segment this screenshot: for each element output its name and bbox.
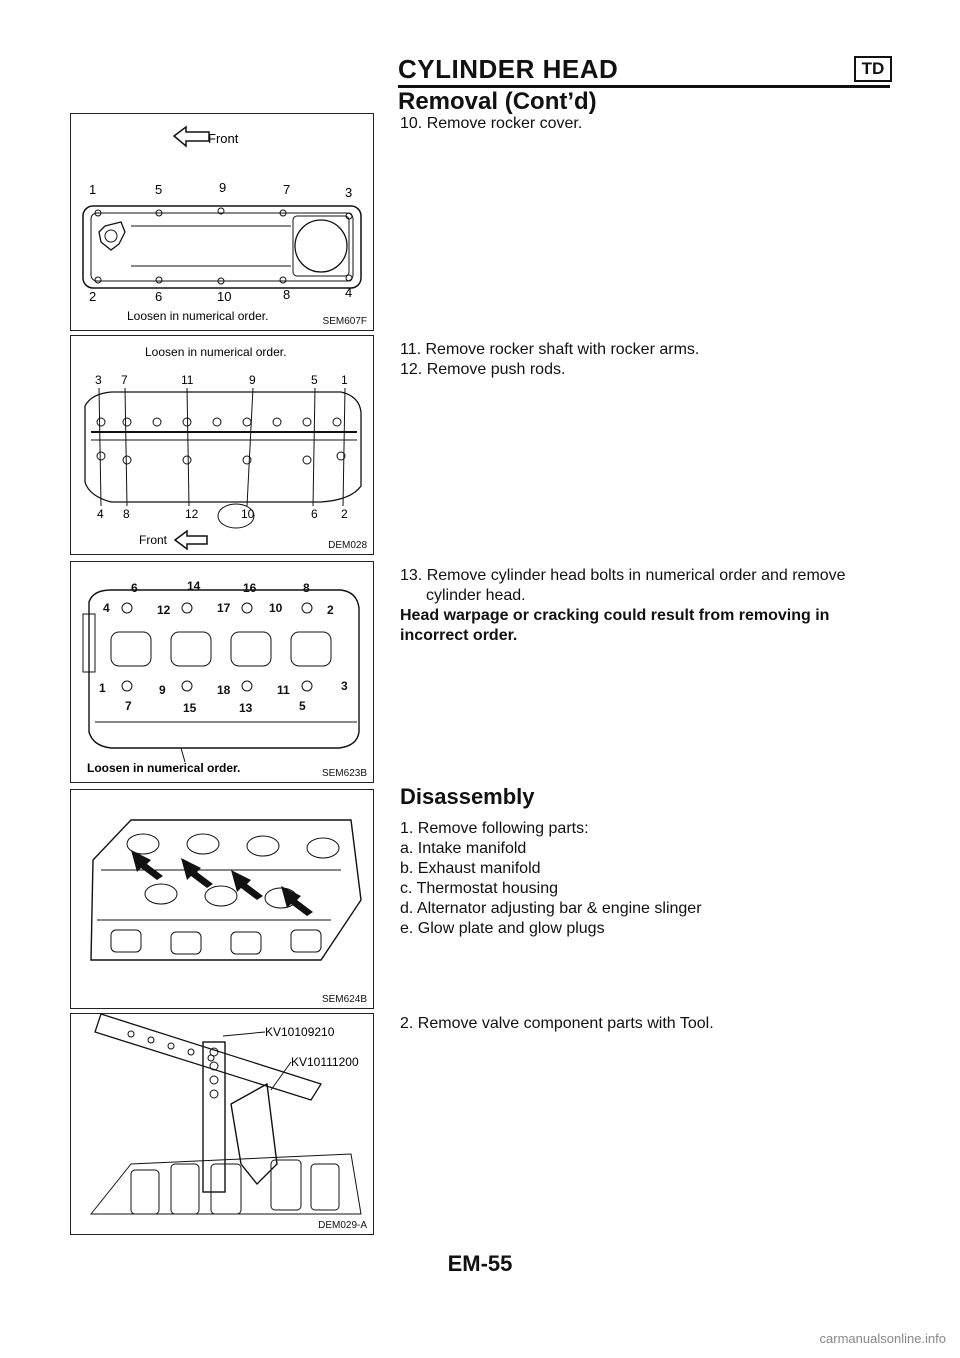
list-item: a. Intake manifold (400, 840, 527, 857)
bolt-num: 16 (243, 581, 257, 595)
bolt-num: 10 (241, 507, 255, 521)
bolt-num: 5 (155, 182, 163, 197)
bolt-num: 11 (181, 373, 194, 387)
figure-code: SEM623B (321, 768, 367, 779)
figure-rocker-shaft (70, 335, 374, 555)
section-heading: Disassembly (400, 784, 535, 809)
figure-code: DEM028 (328, 540, 367, 551)
bolt-num: 5 (311, 373, 318, 387)
list-item: e. Glow plate and glow plugs (400, 920, 605, 937)
cylinder-head-diagram (71, 790, 373, 1008)
figure-valve-tool (70, 1013, 374, 1235)
step-10 (400, 114, 890, 134)
bolt-num: 7 (125, 699, 132, 713)
head-bolt-diagram (71, 562, 373, 782)
step-text: 11. Remove rocker shaft with rocker arms. (400, 341, 700, 358)
bolt-num: 4 (97, 507, 104, 521)
bolt-num: 8 (283, 287, 291, 302)
bolt-num: 12 (157, 603, 171, 617)
tool-label: KV10109210 (265, 1025, 335, 1039)
warning-text: Head warpage or cracking could result from removing in (400, 607, 830, 624)
bolt-num: 2 (341, 507, 348, 521)
bolt-num: 4 (345, 285, 353, 300)
figure-caption: Loosen in numerical order. (127, 309, 269, 323)
step-text: 2. Remove valve component parts with Tool. (400, 1015, 714, 1032)
bolt-num: 2 (327, 603, 334, 617)
step-text: 12. Remove push rods. (400, 361, 566, 378)
bolt-num: 7 (283, 182, 291, 197)
bolt-num: 9 (219, 180, 227, 195)
bolt-num: 1 (341, 373, 348, 387)
bolt-num: 7 (121, 373, 128, 387)
list-item: d. Alternator adjusting bar & engine slinger (400, 900, 702, 917)
step-text: cylinder head. (426, 587, 526, 604)
rocker-shaft-diagram (71, 336, 373, 554)
bolt-num: 10 (269, 601, 283, 615)
bolt-num: 1 (89, 182, 97, 197)
figure-rocker-cover (70, 113, 374, 331)
bolt-num: 13 (239, 701, 253, 715)
front-label: Front (208, 131, 239, 146)
section-subtitle: Removal (Cont’d) (398, 88, 597, 115)
section-title: CYLINDER HEAD (398, 54, 619, 84)
bolt-num: 5 (299, 699, 306, 713)
step-text: 10. Remove rocker cover. (400, 115, 583, 132)
bolt-num: 9 (249, 373, 256, 387)
figure-head-bolts (70, 561, 374, 783)
bolt-num: 6 (311, 507, 318, 521)
bolt-num: 10 (217, 289, 232, 304)
bolt-num: 3 (95, 373, 102, 387)
figure-code: SEM624B (321, 994, 367, 1005)
bolt-num: 8 (303, 581, 310, 595)
front-arrow-icon (174, 127, 209, 146)
front-arrow-icon (175, 531, 207, 549)
figure-disassembly (70, 789, 374, 1009)
bolt-num: 18 (217, 683, 231, 697)
bolt-num: 6 (131, 581, 138, 595)
bolt-num: 12 (185, 507, 199, 521)
bolt-num: 4 (103, 601, 110, 615)
tool-label: KV10111200 (291, 1055, 359, 1069)
step-text: 13. Remove cylinder head bolts in numerical order and remove (400, 567, 846, 584)
step-text: 1. Remove following parts: (400, 820, 589, 837)
engine-badge: TD (854, 56, 892, 82)
bolt-num: 15 (183, 701, 197, 715)
figure-code: DEM029-A (318, 1220, 367, 1231)
bolt-num: 6 (155, 289, 163, 304)
steps-11-12 (400, 340, 890, 380)
bolt-num: 8 (123, 507, 130, 521)
bolt-num: 2 (89, 289, 97, 304)
bolt-num: 1 (99, 681, 106, 695)
warning-text: incorrect order. (400, 627, 518, 644)
page-number: EM-55 (447, 1251, 513, 1276)
list-item: b. Exhaust manifold (400, 860, 541, 877)
bolt-num: 11 (277, 683, 290, 697)
watermark: carmanualsonline.info (819, 1331, 946, 1346)
figure-caption: Loosen in numerical order. (145, 345, 287, 359)
list-item: c. Thermostat housing (400, 880, 559, 897)
figure-code: SEM607F (322, 316, 367, 327)
bolt-num: 17 (217, 601, 231, 615)
bolt-num: 14 (187, 579, 201, 593)
bolt-num: 3 (341, 679, 348, 693)
bolt-num: 3 (345, 185, 353, 200)
bolt-num: 9 (159, 683, 166, 697)
disassembly-step-2 (400, 1014, 890, 1034)
rocker-cover-diagram (71, 114, 373, 330)
front-label: Front (139, 533, 168, 547)
valve-tool-diagram (71, 1014, 373, 1234)
step-13 (400, 566, 890, 646)
figure-caption: Loosen in numerical order. (87, 761, 241, 775)
disassembly-section (400, 784, 890, 939)
